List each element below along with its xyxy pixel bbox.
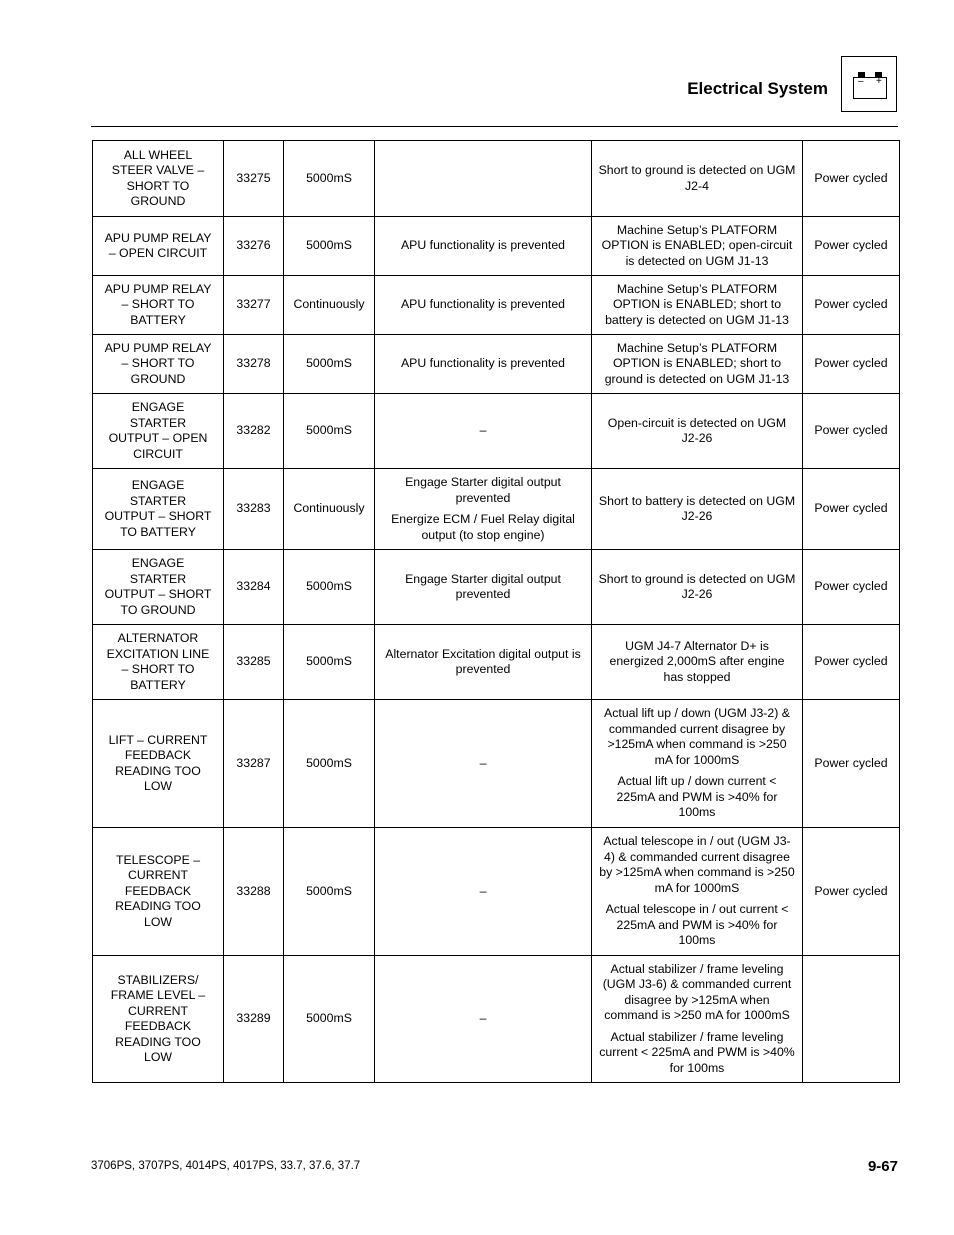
effect-paragraph: – (479, 883, 487, 898)
name-line: OUTPUT – OPEN (108, 431, 208, 445)
condition-paragraph: Machine Setup’s PLATFORM OPTION is ENABLED; open-circuit is detected on UGM J1-13 (601, 222, 793, 268)
fault-code-cell: 33276 (224, 217, 284, 276)
name-line: STABILIZERS/ (117, 972, 199, 987)
fault-name-cell (93, 394, 224, 469)
name-line: – SHORT TO (121, 662, 195, 676)
name-line: ENGAGE (131, 400, 185, 414)
condition-paragraph: Actual telescope in / out (UGM J3-4) & commanded current disagree by >125mA when command is >250 mA for 1000mS (599, 834, 795, 895)
effect-cell (375, 469, 592, 550)
footer-model-list: 3706PS, 3707PS, 4014PS, 4017PS, 33.7, 37.6, 37.7 (91, 1160, 361, 1172)
name-line: TELESCOPE – (115, 852, 201, 867)
condition-paragraph: Actual lift up / down (UGM J3-2) & commanded current disagree by >125mA when command is >250 mA for 1000mS (604, 706, 790, 767)
name-line: LOW (143, 1050, 172, 1064)
recovery-cell: Power cycled (803, 469, 900, 550)
name-line: BATTERY (130, 312, 186, 327)
fault-code-cell: 33282 (224, 394, 284, 469)
fault-code-cell: 33278 (224, 335, 284, 394)
effect-paragraph: APU functionality is prevented (400, 238, 566, 253)
condition-cell (592, 394, 803, 469)
effect-cell (375, 217, 592, 276)
fault-name-cell (93, 625, 224, 700)
condition-cell (592, 550, 803, 625)
detection-time-cell: 5000mS (284, 141, 375, 217)
fault-code-table (92, 140, 900, 1083)
condition-cell (592, 956, 803, 1083)
table-row (93, 394, 900, 469)
detection-time-cell: 5000mS (284, 956, 375, 1083)
name-line: GROUND (130, 194, 186, 208)
name-line: EXCITATION LINE (106, 646, 210, 661)
battery-plus-sign: + (876, 76, 882, 87)
name-line: LOW (143, 914, 172, 929)
name-line: CURRENT (127, 868, 189, 883)
fault-name-cell (93, 335, 224, 394)
header-divider (91, 126, 898, 127)
fault-name-cell (93, 956, 224, 1083)
detection-time-cell: 5000mS (284, 550, 375, 625)
name-line: STARTER (129, 493, 187, 508)
fault-name-cell (93, 828, 224, 956)
condition-cell (592, 625, 803, 700)
fault-name-cell (93, 700, 224, 828)
name-line: APU PUMP RELAY (104, 230, 212, 245)
name-line: ENGAGE (131, 556, 185, 570)
name-line: STEER VALVE – (111, 163, 205, 177)
name-line: ALTERNATOR (117, 631, 199, 645)
effect-cell (375, 141, 592, 217)
name-line: READING TOO (115, 763, 201, 778)
fault-code-cell: 33289 (224, 956, 284, 1083)
name-line: SHORT TO (126, 178, 190, 193)
fault-name-cell (93, 469, 224, 550)
effect-paragraph: Engage Starter digital output prevented (405, 571, 561, 601)
fault-code-cell: 33285 (224, 625, 284, 700)
condition-paragraph: Actual lift up / down current < 225mA and PWM is >40% for 100ms (616, 774, 778, 820)
detection-time-cell: 5000mS (284, 700, 375, 828)
effect-cell (375, 394, 592, 469)
name-line: FEEDBACK (124, 883, 192, 898)
detection-time-cell: 5000mS (284, 394, 375, 469)
effect-paragraph: Energize ECM / Fuel Relay digital output (to stop engine) (391, 512, 575, 542)
name-line: LIFT – CURRENT (108, 732, 208, 747)
name-line: LOW (143, 779, 172, 793)
fault-code-cell: 33283 (224, 469, 284, 550)
name-line: FEEDBACK (124, 748, 192, 762)
recovery-cell: Power cycled (803, 335, 900, 394)
detection-time-cell: 5000mS (284, 625, 375, 700)
effect-cell (375, 276, 592, 335)
name-line: READING TOO (115, 899, 201, 914)
effect-paragraph: APU functionality is prevented (400, 297, 566, 312)
name-line: ENGAGE (131, 478, 185, 492)
table-row (93, 956, 900, 1083)
table-row (93, 276, 900, 335)
table-row (93, 141, 900, 217)
condition-cell (592, 828, 803, 956)
effect-cell (375, 700, 592, 828)
fault-code-cell: 33277 (224, 276, 284, 335)
name-line: FRAME LEVEL – (110, 988, 206, 1002)
detection-time-cell: Continuously (284, 276, 375, 335)
fault-name-cell (93, 550, 224, 625)
effect-paragraph: Engage Starter digital output prevented (405, 475, 561, 505)
name-line: OUTPUT – SHORT (104, 587, 212, 601)
condition-paragraph: Machine Setup’s PLATFORM OPTION is ENABLED; short to ground is detected on UGM J1-13 (604, 340, 790, 386)
detection-time-cell: 5000mS (284, 828, 375, 956)
table-row (93, 625, 900, 700)
effect-paragraph: – (479, 1011, 487, 1026)
recovery-cell: Power cycled (803, 141, 900, 217)
condition-paragraph: Short to ground is detected on UGM J2-26 (598, 571, 796, 601)
effect-paragraph: APU functionality is prevented (400, 356, 566, 371)
section-title: Electrical System (687, 79, 828, 98)
name-line: – SHORT TO (121, 297, 195, 312)
name-line: ALL WHEEL (123, 147, 193, 162)
condition-cell (592, 217, 803, 276)
name-line: APU PUMP RELAY (104, 281, 212, 296)
condition-paragraph: Short to battery is detected on UGM J2-26 (598, 493, 796, 523)
name-line: GROUND (130, 371, 186, 386)
fault-code-cell: 33275 (224, 141, 284, 217)
name-line: CIRCUIT (133, 446, 183, 461)
condition-cell (592, 700, 803, 828)
name-line: – OPEN CIRCUIT (108, 246, 208, 260)
condition-cell (592, 276, 803, 335)
table-row (93, 700, 900, 828)
table-row (93, 828, 900, 956)
recovery-cell: Power cycled (803, 625, 900, 700)
condition-cell (592, 335, 803, 394)
recovery-cell: Power cycled (803, 828, 900, 956)
table-row (93, 217, 900, 276)
detection-time-cell: Continuously (284, 469, 375, 550)
effect-cell (375, 956, 592, 1083)
fault-code-rows (93, 141, 900, 1083)
name-line: STARTER (129, 415, 187, 430)
recovery-cell: Power cycled (803, 217, 900, 276)
name-line: STARTER (129, 571, 187, 586)
table-row (93, 550, 900, 625)
fault-code-cell: 33288 (224, 828, 284, 956)
name-line: OUTPUT – SHORT (104, 509, 212, 523)
page-number: 9-67 (867, 1158, 898, 1175)
effect-cell (375, 550, 592, 625)
effect-cell (375, 335, 592, 394)
effect-cell (375, 828, 592, 956)
condition-paragraph: Actual stabilizer / frame leveling current < 225mA and PWM is >40% for 100ms (599, 1029, 795, 1075)
fault-name-cell (93, 141, 224, 217)
effect-paragraph: Alternator Excitation digital output is prevented (385, 646, 581, 676)
condition-paragraph: UGM J4-7 Alternator D+ is energized 2,000mS after engine has stopped (609, 638, 785, 684)
condition-paragraph: Open-circuit is detected on UGM J2-26 (607, 415, 787, 445)
fault-name-cell (93, 276, 224, 335)
condition-paragraph: Actual stabilizer / frame leveling (UGM J3-6) & commanded current disagree by >125mA when command is >250 mA for 1000mS (602, 961, 792, 1023)
fault-code-cell: 33284 (224, 550, 284, 625)
detection-time-cell: 5000mS (284, 335, 375, 394)
condition-paragraph: Short to ground is detected on UGM J2-4 (598, 163, 796, 193)
effect-paragraph: – (479, 423, 487, 438)
condition-cell (592, 141, 803, 217)
battery-minus-sign: – (858, 76, 864, 87)
fault-name-cell (93, 217, 224, 276)
recovery-cell: Power cycled (803, 394, 900, 469)
fault-code-cell: 33287 (224, 700, 284, 828)
name-line: FEEDBACK (124, 1019, 192, 1033)
effect-paragraph: – (479, 755, 487, 770)
name-line: CURRENT (127, 1003, 189, 1018)
name-line: – SHORT TO (121, 356, 195, 371)
name-line: BATTERY (130, 677, 186, 692)
name-line: TO BATTERY (120, 524, 196, 539)
name-line: READING TOO (115, 1034, 201, 1049)
table-row (93, 469, 900, 550)
recovery-cell: Power cycled (803, 276, 900, 335)
recovery-cell: Power cycled (803, 550, 900, 625)
battery-body (853, 77, 887, 99)
condition-paragraph: Actual telescope in / out current < 225mA and PWM is >40% for 100ms (605, 902, 789, 948)
effect-cell (375, 625, 592, 700)
detection-time-cell: 5000mS (284, 217, 375, 276)
recovery-cell: Power cycled (803, 700, 900, 828)
condition-paragraph: Machine Setup’s PLATFORM OPTION is ENABLED; short to battery is detected on UGM J1-13 (605, 281, 789, 327)
name-line: TO GROUND (120, 602, 196, 617)
condition-cell (592, 469, 803, 550)
table-row (93, 335, 900, 394)
battery-icon (841, 56, 897, 112)
name-line: APU PUMP RELAY (104, 340, 212, 355)
recovery-cell (803, 956, 900, 1083)
